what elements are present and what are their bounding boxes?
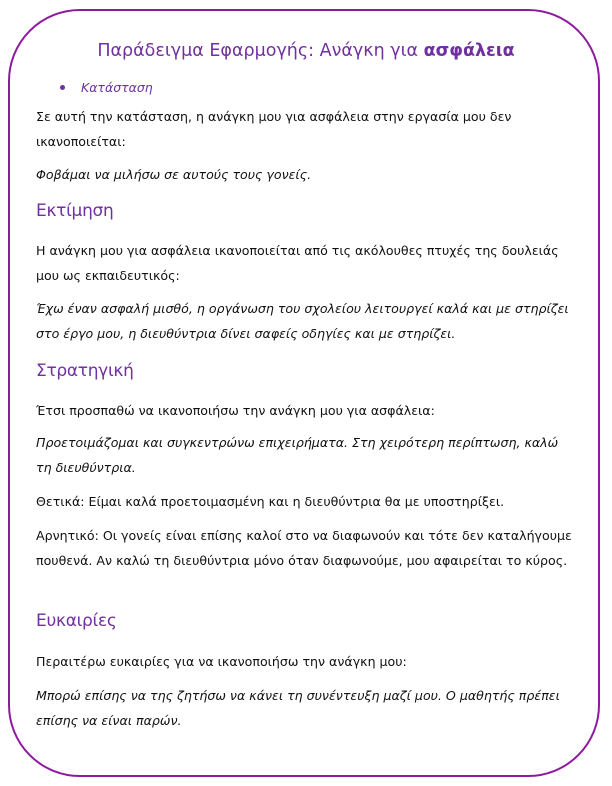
opportunities-intro: Περαιτέρω ευκαιρίες για να ικανοποιήσω την ανάγκη μου: — [36, 654, 407, 669]
strategy-intro: Έτσι προσπαθώ να ικανοποιήσω την ανάγκη μου για ασφάλεια: — [36, 403, 435, 418]
bullet-item-situation — [60, 80, 153, 95]
strategy-negative: Αρνητικό: Οι γονείς είναι επίσης καλοί στο να διαφωνούν και τότε δεν καταλήγουμε πουθενά. Αν καλώ τη διευθύντρια μόνο όταν διαφωνούμε, μου αφαιρείται το κύρος. — [36, 528, 572, 568]
situation-example: Φοβάμαι να μιλήσω σε αυτούς τους γονείς. — [36, 167, 312, 182]
title-prefix: Παράδειγμα Εφαρμογής: Ανάγκη για — [97, 41, 424, 61]
situation-intro: Σε αυτή την κατάσταση, η ανάγκη μου για ασφάλεια στην εργασία μου δεν ικανοποιείται: — [36, 109, 512, 149]
page-title — [0, 41, 612, 61]
bullet-label: Κατάσταση — [81, 80, 153, 95]
assessment-intro: Η ανάγκη μου για ασφάλεια ικανοποιείται από τις ακόλουθες πτυχές της δουλειάς μου ως εκπαιδευτικός: — [36, 243, 559, 283]
heading-assessment: Εκτίμηση — [36, 201, 114, 221]
opportunities-example: Μπορώ επίσης να της ζητήσω να κάνει τη συνέντευξη μαζί μου. Ο μαθητής πρέπει επίσης να είναι παρών. — [36, 688, 560, 728]
heading-strategy: Στρατηγική — [36, 361, 134, 381]
title-emphasis: ασφάλεια — [423, 41, 515, 61]
bullet-dot-icon — [60, 85, 65, 90]
assessment-example: Έχω έναν ασφαλή μισθό, η οργάνωση του σχολείου λειτουργεί καλά και με στηρίζει στο έργο μου, η διευθύντρια δίνει σαφείς οδηγίες και με στηρίζει. — [36, 301, 569, 341]
strategy-example: Προετοιμάζομαι και συγκεντρώνω επιχειρήματα. Στη χειρότερη περίπτωση, καλώ τη διευθύντρια. — [36, 435, 559, 475]
strategy-positive: Θετικά: Είμαι καλά προετοιμασμένη και η διευθύντρια θα με υποστηρίξει. — [36, 494, 505, 509]
heading-opportunities: Ευκαιρίες — [36, 611, 117, 631]
